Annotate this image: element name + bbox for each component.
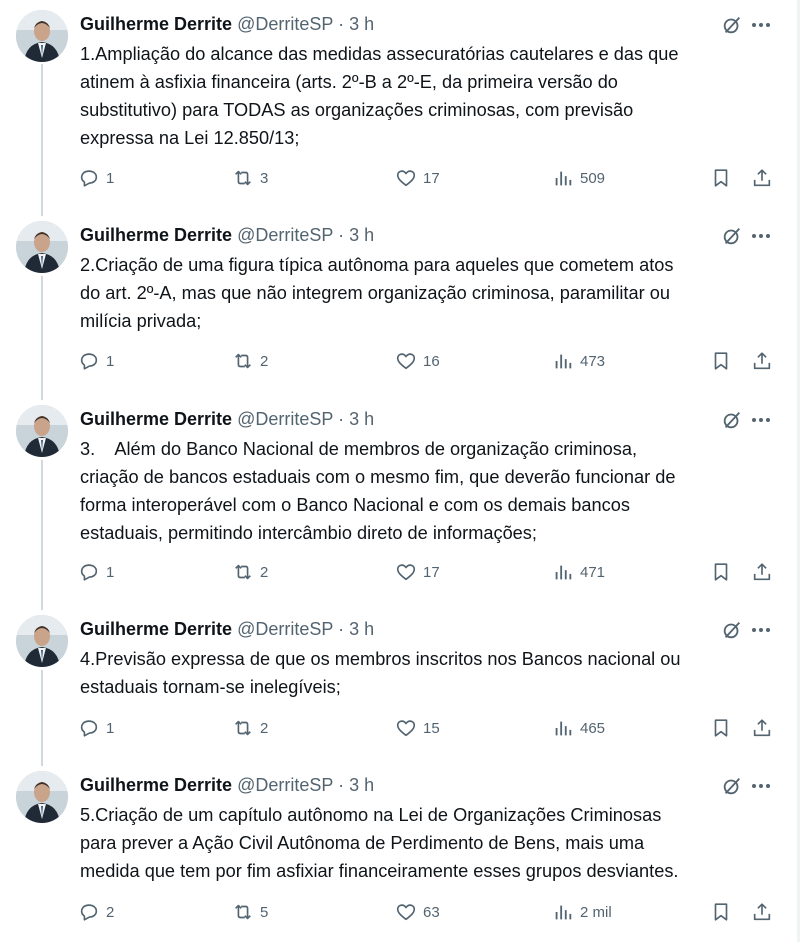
avatar-photo	[16, 10, 68, 62]
like-count: 17	[423, 563, 440, 581]
more-icon[interactable]	[751, 783, 771, 789]
separator: ·	[338, 14, 345, 34]
views-icon	[552, 717, 574, 739]
tweet-text: 4.Previsão expressa de que os membros inscritos nos Bancos nacional ou estaduais tornam-se inelegíveis;	[80, 649, 681, 697]
separator: ·	[338, 225, 345, 245]
timestamp[interactable]: 3 h	[349, 619, 375, 639]
repost-icon	[232, 167, 254, 189]
timestamp[interactable]: 3 h	[349, 225, 375, 245]
reply-count: 1	[106, 563, 115, 581]
repost-count: 3	[260, 169, 269, 187]
grok-icon[interactable]	[721, 225, 743, 247]
bookmark-button[interactable]	[710, 900, 732, 924]
share-button[interactable]	[751, 560, 773, 584]
bookmark-button[interactable]	[710, 166, 732, 190]
share-icon	[751, 717, 773, 739]
repost-icon	[232, 717, 254, 739]
repost-count: 2	[260, 719, 269, 737]
repost-button[interactable]	[232, 560, 268, 584]
reply-button[interactable]	[78, 560, 114, 584]
avatar-photo	[16, 771, 68, 823]
share-icon	[751, 167, 773, 189]
reply-count: 2	[106, 903, 115, 921]
share-button[interactable]	[751, 166, 773, 190]
author-name[interactable]: Guilherme Derrite	[80, 409, 233, 429]
repost-button[interactable]	[232, 900, 268, 924]
tweet-text: 3. Além do Banco Nacional de membros de organização criminosa, criação de bancos estaduais com o mesmo fim, que deverão funcionar de forma interoperável com o Banco Nacional e com os demais bancos estaduais, permitindo intercâmbio direto de informações;	[80, 439, 676, 543]
more-icon[interactable]	[751, 233, 771, 239]
more-icon[interactable]	[751, 22, 771, 28]
author-name[interactable]: Guilherme Derrite	[80, 14, 233, 34]
tweet[interactable]	[0, 771, 797, 936]
reply-button[interactable]	[78, 166, 114, 190]
like-button[interactable]	[395, 560, 440, 584]
bookmark-icon	[710, 350, 732, 372]
avatar[interactable]	[16, 221, 68, 273]
grok-icon[interactable]	[721, 14, 743, 36]
reply-count: 1	[106, 352, 115, 370]
repost-count: 2	[260, 352, 269, 370]
reply-icon	[78, 561, 100, 583]
action-bar	[78, 716, 778, 740]
avatar[interactable]	[16, 771, 68, 823]
timestamp[interactable]: 3 h	[349, 409, 375, 429]
bookmark-icon	[710, 717, 732, 739]
grok-icon[interactable]	[721, 775, 743, 797]
share-icon	[751, 350, 773, 372]
more-icon[interactable]	[751, 627, 771, 633]
share-button[interactable]	[751, 716, 773, 740]
bookmark-button[interactable]	[710, 560, 732, 584]
repost-icon	[232, 561, 254, 583]
reply-button[interactable]	[78, 349, 114, 373]
tweet[interactable]	[0, 405, 797, 595]
reply-icon	[78, 901, 100, 923]
views-count: 465	[580, 719, 606, 737]
bookmark-icon	[710, 901, 732, 923]
reply-button[interactable]	[78, 900, 114, 924]
views-button[interactable]	[552, 716, 605, 740]
tweet[interactable]	[0, 221, 797, 386]
avatar-photo	[16, 405, 68, 457]
author-handle[interactable]: @DerriteSP	[237, 14, 334, 34]
timestamp[interactable]: 3 h	[349, 775, 375, 795]
tweet-header	[80, 773, 777, 797]
more-icon[interactable]	[751, 417, 771, 423]
repost-count: 5	[260, 903, 269, 921]
like-count: 63	[423, 903, 440, 921]
avatar[interactable]	[16, 615, 68, 667]
like-icon	[395, 167, 417, 189]
reply-icon	[78, 350, 100, 372]
views-button[interactable]	[552, 166, 605, 190]
views-icon	[552, 561, 574, 583]
share-icon	[751, 901, 773, 923]
like-button[interactable]	[395, 900, 440, 924]
repost-button[interactable]	[232, 349, 268, 373]
action-bar	[78, 349, 778, 373]
bookmark-icon	[710, 167, 732, 189]
avatar[interactable]	[16, 405, 68, 457]
grok-icon[interactable]	[721, 409, 743, 431]
avatar[interactable]	[16, 10, 68, 62]
views-count: 473	[580, 352, 606, 370]
action-bar	[78, 560, 778, 584]
tweet-header	[80, 407, 777, 431]
tweet-header	[80, 223, 777, 247]
timestamp[interactable]: 3 h	[349, 14, 375, 34]
views-button[interactable]	[552, 560, 605, 584]
action-bar	[78, 166, 778, 190]
tweet-header	[80, 617, 777, 641]
reply-count: 1	[106, 719, 115, 737]
share-icon	[751, 561, 773, 583]
views-button[interactable]	[552, 349, 605, 373]
tweet-header	[80, 12, 777, 36]
author-handle[interactable]: @DerriteSP	[237, 409, 334, 429]
views-icon	[552, 901, 574, 923]
tweet[interactable]	[0, 10, 797, 200]
like-icon	[395, 561, 417, 583]
repost-icon	[232, 901, 254, 923]
views-button[interactable]	[552, 900, 612, 924]
separator: ·	[338, 775, 345, 795]
like-icon	[395, 717, 417, 739]
reply-icon	[78, 167, 100, 189]
author-handle[interactable]: @DerriteSP	[237, 619, 334, 639]
reply-count: 1	[106, 169, 115, 187]
repost-count: 2	[260, 563, 269, 581]
tweet-text: 2.Criação de uma figura típica autônoma para aqueles que cometem atos do art. 2º-A, mas que não integrem organização criminosa, paramilitar ou milícia privada;	[80, 255, 674, 331]
like-count: 16	[423, 352, 440, 370]
repost-button[interactable]	[232, 166, 268, 190]
bookmark-button[interactable]	[710, 716, 732, 740]
author-name[interactable]: Guilherme Derrite	[80, 225, 233, 245]
reply-button[interactable]	[78, 716, 114, 740]
repost-icon	[232, 350, 254, 372]
like-icon	[395, 350, 417, 372]
tweet[interactable]	[0, 615, 797, 755]
bookmark-icon	[710, 561, 732, 583]
like-button[interactable]	[395, 716, 440, 740]
like-button[interactable]	[395, 349, 440, 373]
tweet-text: 1.Ampliação do alcance das medidas assecuratórias cautelares e das que atinem à asfixia financeira (arts. 2º-B a 2º-E, da primeira versão do substitutivo) para TODAS as organizações criminosas, com previsão expressa na Lei 12.850/13;	[80, 44, 679, 148]
reply-icon	[78, 717, 100, 739]
like-count: 17	[423, 169, 440, 187]
grok-icon[interactable]	[721, 619, 743, 641]
author-handle[interactable]: @DerriteSP	[237, 225, 334, 245]
share-button[interactable]	[751, 349, 773, 373]
share-button[interactable]	[751, 900, 773, 924]
separator: ·	[338, 619, 345, 639]
views-count: 509	[580, 169, 606, 187]
bookmark-button[interactable]	[710, 349, 732, 373]
action-bar	[78, 900, 778, 924]
like-count: 15	[423, 719, 440, 737]
views-count: 471	[580, 563, 606, 581]
avatar-photo	[16, 221, 68, 273]
views-count: 2 mil	[580, 903, 612, 921]
separator: ·	[338, 409, 345, 429]
tweet-text: 5.Criação de um capítulo autônomo na Lei de Organizações Criminosas para prever a Ação Civil Autônoma de Perdimento de Bens, mais uma medida que tem por fim asfixiar financeiramente esses grupos desviantes.	[80, 805, 679, 881]
avatar-photo	[16, 615, 68, 667]
repost-button[interactable]	[232, 716, 268, 740]
author-name[interactable]: Guilherme Derrite	[80, 619, 233, 639]
views-icon	[552, 167, 574, 189]
author-handle[interactable]: @DerriteSP	[237, 775, 334, 795]
like-button[interactable]	[395, 166, 440, 190]
views-icon	[552, 350, 574, 372]
like-icon	[395, 901, 417, 923]
author-name[interactable]: Guilherme Derrite	[80, 775, 233, 795]
